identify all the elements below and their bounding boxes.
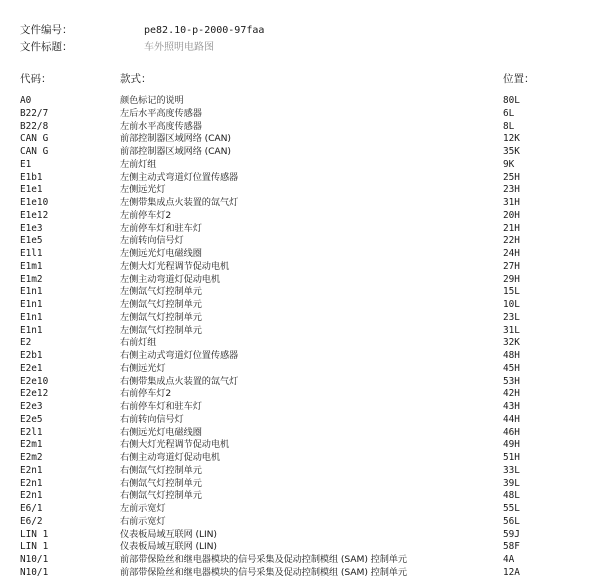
row-location: 20H (503, 209, 520, 221)
header-code: 代码： (20, 73, 52, 85)
row-style: 左侧带集成点火装置的氙气灯 (120, 197, 239, 208)
table-row (0, 95, 600, 108)
table-row (0, 248, 600, 261)
table-row (0, 159, 600, 172)
row-style: 左后水平高度传感器 (120, 107, 202, 119)
row-code: E2n1 (20, 464, 43, 476)
row-style: 前部控制器区域网络 (CAN) (120, 146, 231, 157)
doc-number-value: pe82.10-p-2000-97faa (144, 25, 265, 36)
row-code: E1e12 (20, 209, 49, 221)
table-row (0, 197, 600, 210)
row-location: 31H (503, 197, 520, 208)
row-code: E1 (20, 158, 32, 170)
table-row (0, 490, 600, 503)
document-meta (20, 22, 264, 56)
row-style: 左侧氙气灯控制单元 (120, 324, 202, 336)
row-location: 39L (503, 477, 520, 489)
row-style: 右前停车灯2 (120, 388, 172, 400)
row-style: 左侧氙气灯控制单元 (120, 311, 202, 323)
table-row (0, 146, 600, 159)
row-style: 右侧大灯光程调节促动电机 (120, 439, 230, 451)
table-row (0, 439, 600, 452)
table-row (0, 529, 600, 542)
row-location: 43H (503, 401, 520, 412)
row-code: E1n1 (20, 311, 43, 323)
row-code: E1n1 (20, 286, 43, 298)
row-location: 48L (503, 490, 520, 502)
row-location: 21H (503, 222, 520, 234)
row-style: 左侧氙气灯控制单元 (120, 299, 202, 310)
row-code: B22/8 (20, 120, 49, 132)
row-location: 59J (503, 528, 520, 540)
table-row (0, 376, 600, 389)
table-row (0, 516, 600, 529)
row-code: E1l1 (20, 248, 43, 259)
row-style: 左侧氙气灯控制单元 (120, 286, 202, 298)
row-location: 46H (503, 426, 520, 438)
row-style: 右侧远光灯电磁线圈 (120, 426, 202, 438)
row-code: E2e5 (20, 413, 43, 425)
table-row (0, 108, 600, 121)
row-location: 10L (503, 299, 520, 310)
row-style: 仪表板局域互联网 (LIN) (120, 541, 217, 553)
row-code: E2e1 (20, 362, 43, 374)
row-code: E6/1 (20, 503, 43, 514)
header-style: 款式： (120, 73, 152, 85)
table-row (0, 388, 600, 401)
table-row (0, 541, 600, 554)
row-style: 右前灯组 (120, 337, 157, 349)
table-header (0, 71, 600, 85)
row-style: 右侧带集成点火装置的氙气灯 (120, 375, 239, 387)
table-row (0, 133, 600, 146)
table-row (0, 299, 600, 312)
row-location: 4A (503, 554, 515, 565)
table-row (0, 414, 600, 427)
row-code: E2m2 (20, 452, 43, 463)
row-style: 左前停车灯2 (120, 209, 172, 221)
table-row (0, 261, 600, 274)
row-location: 53H (503, 375, 520, 387)
row-style: 前部控制器区域网络 (CAN) (120, 133, 231, 145)
table-row (0, 235, 600, 248)
row-code: E1e10 (20, 197, 49, 208)
doc-title-row (20, 39, 264, 56)
row-code: E2 (20, 337, 32, 349)
row-location: 51H (503, 452, 520, 463)
row-location: 23L (503, 311, 520, 323)
table-row (0, 337, 600, 350)
table-row (0, 452, 600, 465)
row-code: E1e3 (20, 222, 43, 234)
row-code: E1m1 (20, 260, 43, 272)
row-location: 55L (503, 503, 520, 514)
row-code: E1b1 (20, 171, 43, 183)
row-style: 前部带保险丝和继电器模块的信号采集及促动控制模组 (SAM) 控制单元 (120, 554, 407, 565)
row-style: 右侧主动式弯道灯位置传感器 (120, 350, 239, 361)
row-code: LIN 1 (20, 541, 49, 553)
doc-title-value: 车外照明电路图 (144, 42, 214, 53)
doc-number-label: 文件编号： (20, 24, 73, 36)
doc-number-row (20, 22, 264, 39)
row-location: 24H (503, 248, 520, 259)
row-code: CAN G (20, 146, 49, 157)
row-code: E2n1 (20, 490, 43, 502)
row-location: 80L (503, 95, 520, 106)
row-style: 右前停车灯和驻车灯 (120, 401, 202, 412)
row-location: 6L (503, 107, 515, 119)
table-row (0, 363, 600, 376)
row-location: 22H (503, 235, 520, 247)
row-location: 58F (503, 541, 520, 553)
row-location: 32K (503, 337, 520, 349)
row-location: 49H (503, 439, 520, 451)
row-code: B22/7 (20, 107, 49, 119)
table-row (0, 325, 600, 338)
row-code: E1e1 (20, 184, 43, 196)
row-location: 33L (503, 464, 520, 476)
row-code: E2e10 (20, 375, 49, 387)
row-location: 42H (503, 388, 520, 400)
header-location: 位置： (503, 73, 535, 85)
row-code: E1n1 (20, 299, 43, 310)
row-style: 右侧氙气灯控制单元 (120, 490, 202, 502)
component-table (0, 95, 600, 580)
row-location: 48H (503, 350, 520, 361)
row-style: 颜色标记的说明 (120, 95, 184, 106)
row-location: 25H (503, 171, 520, 183)
row-location: 27H (503, 260, 520, 272)
row-style: 前部带保险丝和继电器模块的信号采集及促动控制模组 (SAM) 控制单元 (120, 566, 407, 578)
row-location: 9K (503, 158, 515, 170)
row-location: 44H (503, 413, 520, 425)
table-row (0, 223, 600, 236)
row-location: 12A (503, 566, 520, 578)
row-location: 45H (503, 362, 520, 374)
table-row (0, 478, 600, 491)
row-style: 左侧主动式弯道灯位置传感器 (120, 171, 239, 183)
row-location: 23H (503, 184, 520, 196)
row-style: 右侧氙气灯控制单元 (120, 464, 202, 476)
row-code: E2b1 (20, 350, 43, 361)
table-row (0, 503, 600, 516)
table-row (0, 312, 600, 325)
row-code: N10/1 (20, 566, 49, 578)
table-row (0, 274, 600, 287)
table-row (0, 554, 600, 567)
row-style: 左侧远光灯电磁线圈 (120, 248, 202, 259)
row-code: E2n1 (20, 477, 43, 489)
table-row (0, 210, 600, 223)
table-row (0, 465, 600, 478)
row-location: 35K (503, 146, 520, 157)
row-style: 右侧氙气灯控制单元 (120, 477, 202, 489)
row-code: E2m1 (20, 439, 43, 451)
table-row (0, 172, 600, 185)
row-location: 12K (503, 133, 520, 145)
row-code: E1m2 (20, 273, 43, 285)
row-style: 左前停车灯和驻车灯 (120, 222, 202, 234)
row-style: 左侧大灯光程调节促动电机 (120, 260, 230, 272)
table-row (0, 427, 600, 440)
row-style: 右侧远光灯 (120, 362, 166, 374)
row-style: 右前转向信号灯 (120, 413, 184, 425)
row-style: 左侧主动弯道灯促动电机 (120, 273, 220, 285)
row-code: LIN 1 (20, 528, 49, 540)
row-code: E1e5 (20, 235, 43, 247)
row-style: 左前转向信号灯 (120, 235, 184, 247)
row-code: E2e12 (20, 388, 49, 400)
row-style: 右前示宽灯 (120, 515, 166, 527)
row-location: 29H (503, 273, 520, 285)
table-row (0, 184, 600, 197)
row-location: 15L (503, 286, 520, 298)
row-style: 右侧主动弯道灯促动电机 (120, 452, 220, 463)
table-row (0, 401, 600, 414)
row-style: 左前灯组 (120, 158, 157, 170)
row-code: N10/1 (20, 554, 49, 565)
table-row (0, 350, 600, 363)
row-style: 左前示宽灯 (120, 503, 166, 514)
row-style: 左前水平高度传感器 (120, 120, 202, 132)
row-style: 左侧远光灯 (120, 184, 166, 196)
row-code: CAN G (20, 133, 49, 145)
table-row (0, 286, 600, 299)
doc-title-label: 文件标题： (20, 41, 73, 53)
row-code: E2l1 (20, 426, 43, 438)
row-code: E6/2 (20, 515, 43, 527)
row-location: 8L (503, 120, 515, 132)
table-row (0, 121, 600, 134)
row-location: 31L (503, 324, 520, 336)
row-location: 56L (503, 515, 520, 527)
row-style: 仪表板局域互联网 (LIN) (120, 528, 217, 540)
row-code: E2e3 (20, 401, 43, 412)
row-code: E1n1 (20, 324, 43, 336)
row-code: A0 (20, 95, 32, 106)
